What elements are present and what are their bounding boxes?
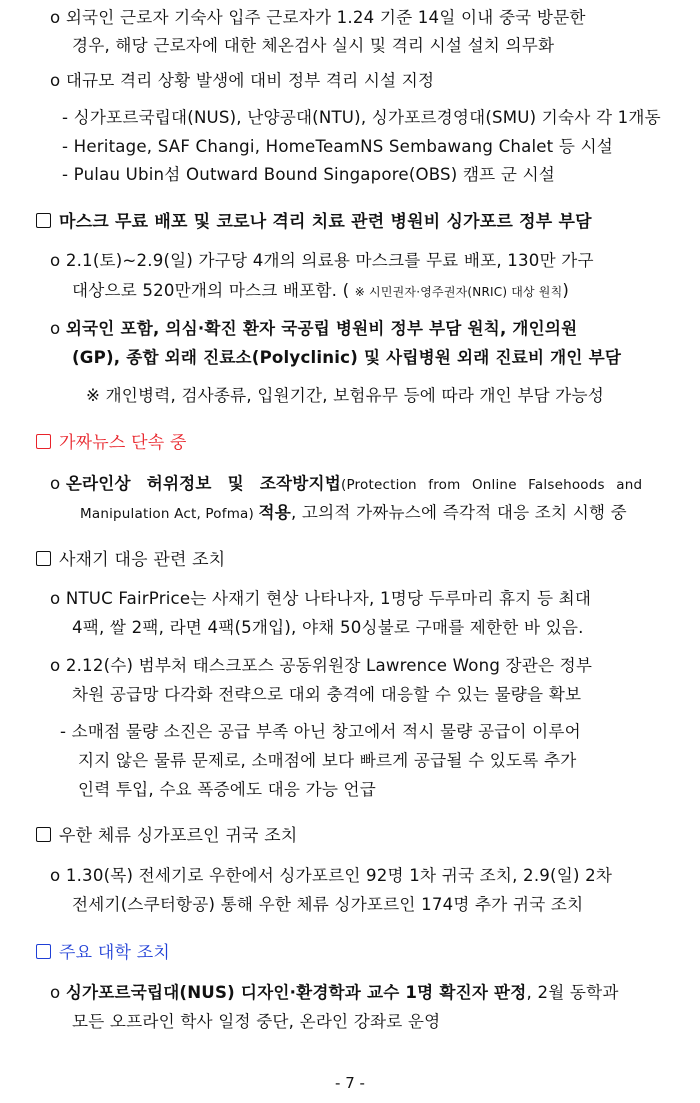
section-title: 사재기 대응 관련 조치: [59, 550, 226, 570]
section-title: 우한 체류 싱가포르인 귀국 조치: [59, 826, 298, 846]
paragraph-line: 4팩, 쌀 2팩, 라면 4팩(5개입), 야채 50싱불로 구매를 제한한 바 있음.: [72, 618, 584, 637]
bold-text: 외국인 포함, 의심·확진 환자 국공립 병원비 정부 부담 원칙: [65, 319, 500, 338]
bold-text: 온라인상 허위정보 및 조작방지법: [65, 474, 341, 493]
text-run: o: [50, 983, 66, 1002]
paragraph-line: 인력 투입, 수요 폭증에도 대응 가능 언급: [78, 780, 376, 799]
paragraph-line: o 대규모 격리 상황 발생에 대비 정부 격리 시설 지정: [50, 71, 435, 90]
section-heading: [36, 431, 187, 455]
bold-text: 싱가포르국립대(NUS) 디자인·환경학과 교수 1명 확진자 판정: [65, 983, 527, 1002]
paragraph-line: [80, 501, 627, 526]
paragraph-line: 지지 않은 물류 문제로, 소매점에 보다 빠르게 공급될 수 있도록 추가: [78, 751, 577, 770]
paragraph-line: o NTUC FairPrice는 사재기 현상 나타나자, 1명당 두루마리 휴지 등 최대: [50, 589, 592, 608]
text-run: , 개인의원: [499, 319, 578, 338]
paragraph-line: o 2.12(수) 범부처 태스크포스 공동위원장 Lawrence Wong 장관은 정부: [50, 656, 593, 675]
checkbox-square-icon: [36, 551, 51, 566]
text-run: (Protection from Online Falsehoods and: [340, 477, 643, 493]
checkbox-square-icon: [36, 944, 51, 959]
checkbox-square-icon: [36, 434, 51, 449]
section-title: 마스크 무료 배포 및 코로나 격리 치료 관련 병원비 싱가포르 정부 부담: [59, 212, 592, 232]
section-heading: [36, 548, 225, 572]
section-title: 가짜뉴스 단속 중: [59, 433, 187, 453]
paragraph-line: [50, 472, 642, 497]
text-run: Manipulation Act, Pofma): [80, 506, 259, 522]
section-heading: [36, 210, 592, 234]
text-run: , 2월 동학과: [526, 983, 619, 1002]
paragraph-line: [72, 279, 569, 304]
paragraph-line: [50, 981, 619, 1005]
note-line: ※ 개인병력, 검사종류, 입원기간, 보험유무 등에 따라 개인 부담 가능성: [86, 386, 604, 405]
paragraph-line: 모든 오프라인 학사 일정 중단, 온라인 강좌로 운영: [72, 1012, 441, 1031]
bold-text: 적용: [258, 503, 291, 522]
dash-item: - 소매점 물량 소진은 공급 부족 아닌 창고에서 적시 물량 공급이 이루어: [60, 722, 581, 741]
text-run: o: [50, 319, 66, 338]
paragraph-line: o 1.30(목) 전세기로 우한에서 싱가포르인 92명 1차 귀국 조치, 2.9(일) 2차: [50, 866, 613, 885]
section-title: 주요 대학 조치: [59, 943, 170, 963]
checkbox-square-icon: [36, 827, 51, 842]
paragraph-line: o 외국인 근로자 기숙사 입주 근로자가 1.24 기준 14일 이내 중국 방문한: [50, 8, 586, 27]
dash-item: - Pulau Ubin섬 Outward Bound Singapore(OBS) 캠프 군 시설: [62, 165, 556, 184]
text-run: , 고의적 가짜뉴스에 즉각적 대응 조치 시행 중: [290, 503, 627, 522]
section-heading: [36, 941, 170, 965]
dash-item: - Heritage, SAF Changi, HomeTeamNS Sembawang Chalet 등 시설: [62, 137, 614, 156]
paragraph-line: 전세기(스쿠터항공) 통해 우한 체류 싱가포르인 174명 추가 귀국 조치: [72, 895, 584, 914]
checkbox-square-icon: [36, 213, 51, 228]
text-run: 대상으로 520만개의 마스크 배포함. (: [72, 281, 355, 300]
note-text: ※ 시민권자·영주권자(NRIC) 대상 원칙: [354, 285, 563, 299]
dash-item: - 싱가포르국립대(NUS), 난양공대(NTU), 싱가포르경영대(SMU) 기숙사 각 1개동: [62, 108, 661, 127]
section-heading: [36, 824, 298, 848]
paragraph-line: o 2.1(토)~2.9(일) 가구당 4개의 의료용 마스크를 무료 배포, 130만 가구: [50, 251, 594, 270]
page-number: - 7 -: [335, 1074, 365, 1092]
text-run: o: [50, 474, 66, 493]
paragraph-line: 경우, 해당 근로자에 대한 체온검사 실시 및 격리 시설 설치 의무화: [72, 36, 555, 55]
paragraph-line: 차원 공급망 다각화 전략으로 대외 충격에 대응할 수 있는 물량을 확보: [72, 685, 582, 704]
paragraph-line: [50, 317, 577, 341]
text-run: ): [562, 281, 570, 300]
paragraph-line: (GP), 종합 외래 진료소(Polyclinic) 및 사립병원 외래 진료비 개인 부담: [72, 348, 622, 367]
